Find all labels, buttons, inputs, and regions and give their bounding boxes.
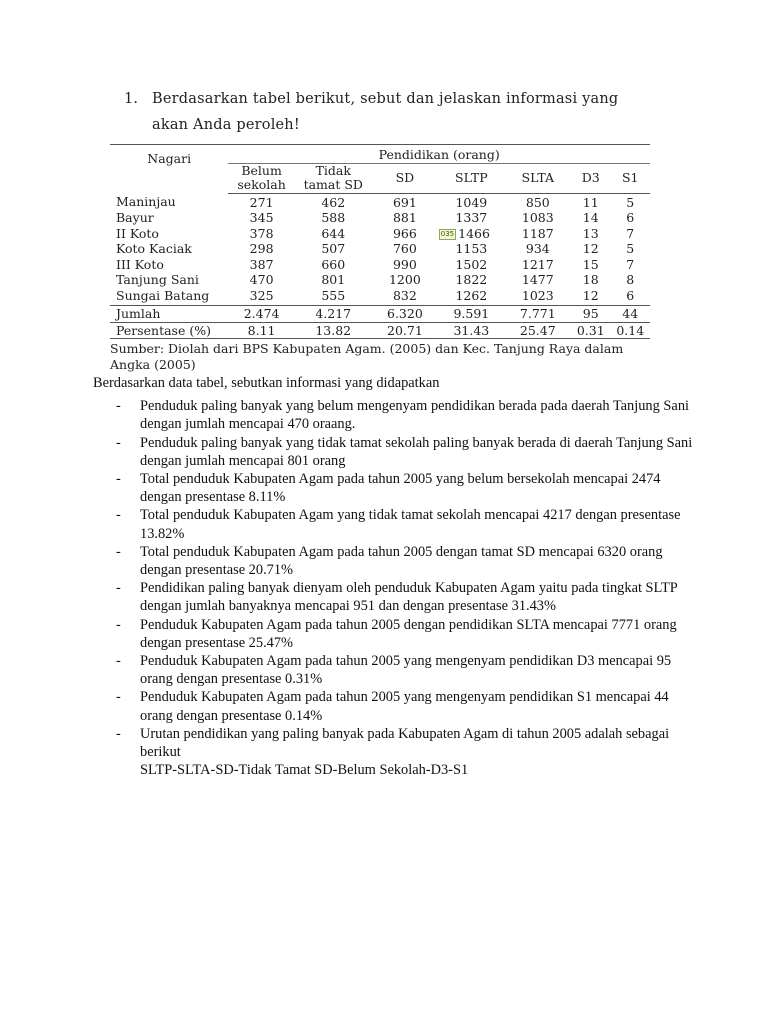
dash-bullet: - (116, 543, 121, 560)
answer-list (93, 397, 693, 761)
cell: 990 (392, 256, 417, 272)
cell: 12 (582, 287, 599, 303)
row-name: Persentase (%) (110, 322, 228, 339)
cell: 44 (610, 306, 650, 323)
cell-value: 1466 (458, 225, 490, 241)
list-item (93, 506, 693, 542)
education-table (110, 144, 650, 339)
cell: 18 (582, 272, 599, 287)
list-item (93, 652, 693, 688)
list-item-text: Penduduk Kabupaten Agam pada tahun 2005 yang mengenyam pendidikan D3 mencapai 95 orang dengan presentase 0.31% (140, 653, 672, 688)
cell: 0.31 (571, 322, 610, 339)
cell (438, 226, 504, 242)
row-header: Nagari (110, 145, 228, 194)
group-header: Pendidikan (orang) (228, 145, 650, 164)
percent-row (110, 322, 650, 339)
row-name: Koto Kaciak (116, 241, 192, 256)
cell: 6.320 (372, 306, 438, 323)
cell: 1502 (455, 256, 488, 272)
cell: 1477 (521, 272, 554, 287)
list-item-text: Pendidikan paling banyak dienyam oleh penduduk Kabupaten Agam yaitu pada tingkat SLTP dengan jumlah banyaknya mencapai 951 dan dengan presentase 31.43% (140, 580, 678, 615)
cell: 8 (626, 272, 635, 287)
table-row (110, 288, 650, 306)
cell: 4.217 (295, 306, 372, 323)
cell: 7 (626, 256, 635, 272)
cell: 1023 (521, 287, 554, 303)
col-header-sltp: SLTP (438, 163, 504, 193)
list-item (93, 397, 693, 433)
cell: 387 (249, 256, 274, 272)
list-item-text: Total penduduk Kabupaten Agam pada tahun 2005 yang belum bersekolah mencapai 2474 dengan presentase 8.11% (140, 471, 661, 506)
cell: 881 (392, 210, 417, 225)
table-row (110, 241, 650, 257)
list-item (93, 434, 693, 470)
cell: 7.771 (505, 306, 571, 323)
cell: 760 (392, 241, 417, 256)
cell: 12 (582, 241, 599, 256)
cell: 555 (321, 287, 346, 303)
cell: 691 (392, 194, 417, 210)
list-item-text: Total penduduk Kabupaten Agam yang tidak tamat sekolah mencapai 4217 dengan presentase 13.82% (140, 507, 681, 542)
table-row (110, 210, 650, 226)
col-header-belum-sekolah: Belum sekolah (228, 163, 294, 193)
cell: 95 (571, 306, 610, 323)
cell: 11 (582, 194, 599, 210)
cell: 31.43 (438, 322, 504, 339)
dash-bullet: - (116, 398, 121, 415)
cell: 345 (249, 210, 274, 225)
answer-text (93, 374, 693, 779)
cell: 801 (321, 272, 346, 287)
cell: 588 (321, 210, 346, 225)
cell: 271 (249, 194, 274, 210)
cell: 1262 (455, 287, 488, 303)
list-item-text: Penduduk paling banyak yang belum mengenyam pendidikan berada pada daerah Tanjung Sani dengan jumlah mencapai 470 oraang. (140, 398, 690, 433)
cell: 6 (626, 287, 635, 303)
cell: 832 (392, 287, 417, 303)
list-item-text: Penduduk paling banyak yang tidak tamat sekolah paling banyak berada di daerah Tanjung Sani dengan jumlah mencapai 801 orang (140, 434, 693, 469)
cell: 850 (525, 194, 550, 210)
col-header-tidak-tamat-sd: Tidak tamat SD (295, 163, 372, 193)
list-item-text: Penduduk Kabupaten Agam pada tahun 2005 yang mengenyam pendidikan S1 mencapai 44 orang dengan presentase 0.14% (140, 689, 669, 724)
question-text: Berdasarkan tabel berikut, sebut dan jelaskan informasi yang akan Anda peroleh! (152, 91, 619, 133)
cell: 1153 (455, 241, 488, 256)
cell: 13 (582, 225, 599, 241)
list-item (93, 543, 693, 579)
cell: 1217 (521, 256, 554, 272)
row-name: Maninjau (116, 194, 176, 210)
col-header-slta: SLTA (505, 163, 571, 193)
table-row (110, 226, 650, 242)
cell: 1083 (521, 210, 554, 225)
cell: 13.82 (295, 322, 372, 339)
table-source: Sumber: Diolah dari BPS Kabupaten Agam. (2005) dan Kec. Tanjung Raya dalam Angka (2005) (110, 341, 624, 372)
cell: 25.47 (505, 322, 571, 339)
education-ordering: SLTP-SLTA-SD-Tidak Tamat SD-Belum Sekolah-D3-S1 (140, 762, 469, 779)
list-item (93, 725, 693, 761)
list-item-text: Urutan pendidikan yang paling banyak pada Kabupaten Agam di tahun 2005 adalah sebagai berikut (140, 725, 670, 761)
list-item-text: Total penduduk Kabupaten Agam pada tahun 2005 dengan tamat SD mencapai 6320 orang dengan presentase 20.71% (140, 543, 663, 579)
list-item (93, 579, 693, 615)
table-row (110, 272, 650, 288)
cell: 14 (582, 210, 599, 225)
list-item-text: Penduduk Kabupaten Agam pada tahun 2005 dengan pendidikan SLTA mencapai 7771 orang dengan presentase 25.47% (140, 616, 677, 651)
cell: 20.71 (372, 322, 438, 339)
cell: 378 (249, 225, 274, 241)
row-name: Sungai Batang (116, 287, 210, 303)
col-header-d3: D3 (571, 163, 610, 193)
cell: 934 (525, 241, 550, 256)
scanned-question-block (110, 86, 655, 373)
cell: 1822 (455, 272, 488, 287)
cell: 660 (321, 256, 346, 272)
cell: 15 (582, 256, 599, 272)
list-item (93, 616, 693, 652)
page-marker: 035 (440, 229, 455, 238)
row-name: Tanjung Sani (116, 272, 199, 287)
question-number: 1. (124, 91, 139, 107)
dash-bullet: - (116, 616, 121, 633)
col-header-s1: S1 (610, 163, 650, 193)
cell-value: 966 (392, 225, 417, 241)
row-name: II Koto (116, 225, 159, 241)
total-row (110, 306, 650, 323)
cell: 8.11 (228, 322, 294, 339)
dash-bullet: - (116, 471, 121, 488)
cell: 470 (249, 272, 274, 287)
dash-bullet: - (116, 434, 121, 451)
row-name: Bayur (116, 210, 154, 225)
dash-bullet: - (116, 580, 121, 597)
dash-bullet: - (116, 689, 121, 706)
cell: 507 (321, 241, 346, 256)
cell (372, 226, 438, 242)
dash-bullet: - (116, 725, 121, 742)
list-item (93, 470, 693, 506)
cell: 325 (249, 287, 274, 303)
cell: 644 (321, 225, 346, 241)
row-name: Jumlah (110, 306, 228, 323)
list-item (93, 688, 693, 724)
col-header-sd: SD (372, 163, 438, 193)
table-row (110, 193, 650, 210)
cell: 5 (626, 241, 635, 256)
dash-bullet: - (116, 507, 121, 524)
cell: 7 (626, 225, 635, 241)
cell: 462 (321, 194, 346, 210)
cell: 5 (626, 194, 635, 210)
question (110, 86, 655, 138)
dash-bullet: - (116, 653, 121, 670)
cell: 1200 (388, 272, 421, 287)
cell: 6 (626, 210, 635, 225)
cell: 0.14 (610, 322, 650, 339)
cell: 1187 (521, 225, 554, 241)
table-row (110, 257, 650, 273)
cell: 1337 (455, 210, 488, 225)
cell: 1049 (455, 194, 488, 210)
cell: 298 (249, 241, 274, 256)
cell: 2.474 (228, 306, 294, 323)
answer-intro: Berdasarkan data tabel, sebutkan informasi yang didapatkan (93, 375, 440, 391)
row-name: III Koto (116, 256, 164, 272)
cell: 9.591 (438, 306, 504, 323)
